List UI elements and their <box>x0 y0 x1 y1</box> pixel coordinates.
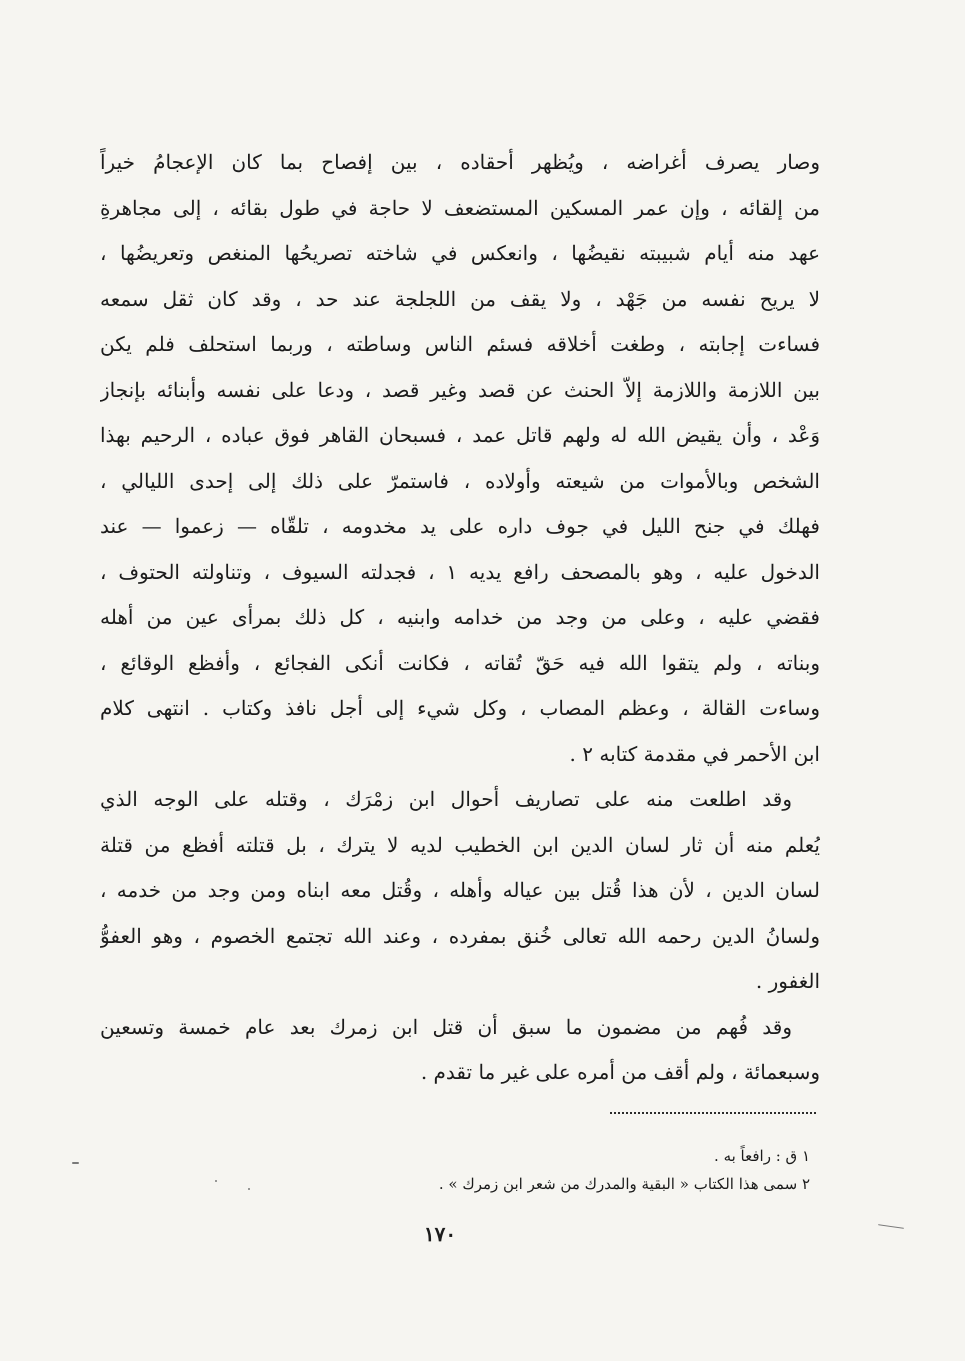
text-line: وقد اطلعت منه على تصاريف أحوال ابن زمْرَك ، وقتله على الوجه الذي <box>100 787 792 811</box>
footnotes <box>300 1142 810 1198</box>
text-line: فهلك في جنح الليل في جوف داره على يد مخدومه ، تلقّاه — زعموا — عند <box>100 514 820 538</box>
scan-speck <box>215 1180 217 1182</box>
text-line: وساءت القالة ، وعظم المصاب ، وكل شيء إلى أجل نافذ وكتاب . انتهى كلام <box>100 696 820 720</box>
text-line: فقضي عليه ، وعلى من وجد من خدامه وابنيه ، كل ذلك بمرأى عين من أهله <box>100 605 820 629</box>
footnote-2: ٢ سمى هذا الكتاب « البقية والمدرك من شعر ابن زمرك » . <box>438 1175 810 1193</box>
paragraph-2 <box>100 777 820 1005</box>
text-line: الشخص وبالأموات من شيعته وأولاده ، فاستمرّ على ذلك إلى إحدى الليالي ، <box>100 468 820 493</box>
text-line: الدخول عليه ، وهو بالمصحف رافع يديه ١ ، فجدلته السيوف ، وتناولته الحتوف ، <box>100 559 820 584</box>
scan-speck <box>248 1188 250 1190</box>
text-line: الغفور . <box>755 969 820 993</box>
footnote-divider <box>610 1112 816 1114</box>
text-line: وصار يصرف أغراضه ، ويُظهر أحقاده ، بين إفصاح بما كان الإعجامُ خيراً <box>100 150 820 174</box>
paragraph-3 <box>100 1005 820 1096</box>
text-line: وسبعمائة ، ولم أقف من أمره على غير ما تقدم . <box>420 1060 820 1084</box>
scan-speck <box>878 1224 904 1229</box>
scan-speck <box>72 1162 79 1164</box>
footnote-1: ١ ق : رافعاً به . <box>714 1147 810 1165</box>
text-line: لسان الدين ، لأن هذا قُتل بين عياله وأهله ، وقُتل معه ابناه ومن وجد من خدمه ، <box>100 878 820 902</box>
paragraph-1 <box>100 140 820 777</box>
text-line: وَعْد ، وأن يقيض الله له ولهم قاتل عمد ، فسبحان القاهر فوق عباده ، الرحيم بهذا <box>100 423 820 447</box>
text-line: من إلقائه ، وإن عمر المسكين المستضعف لا حاجة في طول بقائه ، إلى مجاهرةِ <box>100 195 820 220</box>
text-line: لا يريح نفسه من جَهْد ، ولا يقف من اللجلجة عند حد ، وقد كان ثقل سمعه <box>100 286 820 311</box>
text-line: وبناته ، ولم يتقوا الله فيه حَقّ تُقاته ، فكانت أنكى الفجائع ، وأفظع الوقائع ، <box>100 650 820 675</box>
page-number: ١٧٠ <box>423 1222 457 1246</box>
main-text <box>100 140 820 1096</box>
text-line: ولسانُ الدين رحمه الله تعالى خُنق بمفرده ، وعند الله تجتمع الخصوم ، وهو العفوُّ <box>100 923 820 948</box>
text-line: فساءت إجابته ، وطغت أخلاقه فسئم الناس وساطته ، وربما استحلف فلم يكن <box>100 332 820 356</box>
text-line: وقد فُهم من مضمون ما سبق أن قتل ابن زمرك بعد عام خمسة وتسعين <box>100 1014 792 1039</box>
text-line: يُعلم منه أن ثار لسان الدين ابن الخطيب لديه لا يترك ، بل قتلته أفظع من قتلة <box>100 832 820 857</box>
text-line: عهد منه أيام شبيبته نقيضُها ، وانعكس في شاخته تصريحُها المنغص وتعريضُها ، <box>100 241 820 265</box>
text-line: ابن الأحمر في مقدمة كتابه ٢ . <box>569 741 820 766</box>
text-line: بين اللازمة واللازمة إلاّ الحنث عن قصد وغير قصد ، ودعا على نفسه وأبنائه بإنجاز <box>100 377 820 402</box>
